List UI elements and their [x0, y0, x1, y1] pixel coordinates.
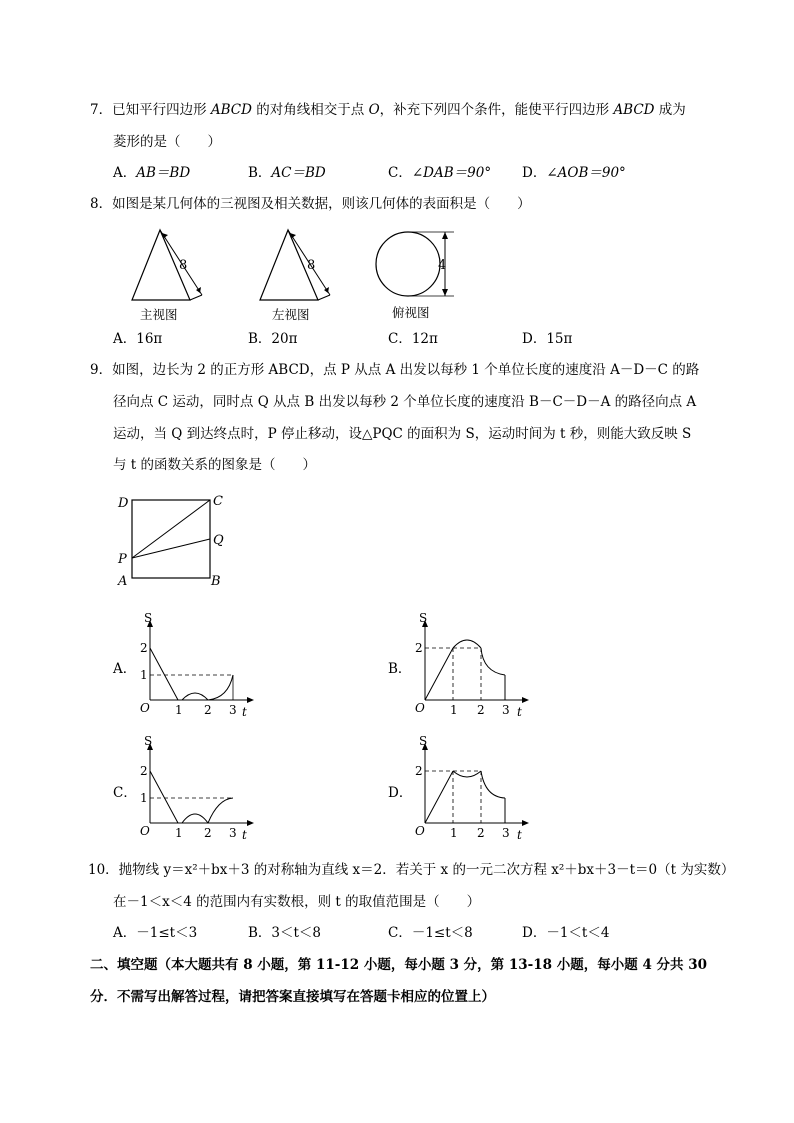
svg-text:2: 2: [415, 641, 423, 655]
svg-text:2: 2: [140, 641, 148, 655]
q8-option-d: D．15π: [522, 331, 573, 347]
svg-text:1: 1: [140, 668, 148, 682]
svg-text:3: 3: [502, 826, 510, 840]
label-A: A: [118, 574, 128, 589]
q10-option-c: C．－1≤t＜8: [388, 925, 473, 941]
q8-front-caption: 主视图: [140, 307, 178, 322]
svg-text:3: 3: [502, 703, 510, 717]
svg-text:S: S: [419, 734, 428, 748]
q7-option-d: D．∠AOB＝90°: [522, 165, 626, 181]
svg-text:2: 2: [140, 764, 148, 778]
label-D: D: [118, 496, 129, 511]
q9-line4: 与 t 的函数关系的图象是（ ）: [113, 457, 317, 473]
q8-top-dim: 4: [438, 258, 447, 273]
q8-option-b: B．20π: [248, 331, 298, 347]
q8-front-dim: 8: [179, 258, 188, 273]
q9-graph-d: [415, 735, 545, 845]
q7-line1: 7．已知平行四边形 ABCD 的对角线相交于点 O，补充下列四个条件，能使平行四边形 ABCD 成为: [90, 102, 686, 118]
q9-graph-b: [415, 612, 545, 722]
label-B: B: [211, 574, 221, 589]
q8-option-c: C．12π: [388, 331, 438, 347]
q9-graph-a-label: A．: [113, 661, 137, 677]
svg-text:3: 3: [229, 826, 237, 840]
q8-left-dim: 8: [307, 258, 316, 273]
svg-text:2: 2: [477, 703, 485, 717]
svg-text:1: 1: [450, 826, 458, 840]
q8-text: 8．如图是某几何体的三视图及相关数据，则该几何体的表面积是（ ）: [90, 196, 531, 212]
q8-left-caption: 左视图: [272, 307, 310, 322]
svg-text:t: t: [242, 705, 247, 719]
q10-option-b: B．3＜t＜8: [248, 925, 322, 941]
q9-line2: 径向点 C 运动，同时点 Q 从点 B 出发以每秒 2 个单位长度的速度沿 B－C－D－A 的路径向点 A: [113, 394, 697, 410]
section2-line1: 二、填空题（本大题共有 8 小题，第 11-12 小题，每小题 3 分，第 13-18 小题，每小题 4 分共 30: [90, 957, 708, 973]
svg-text:1: 1: [175, 703, 183, 717]
label-P: P: [118, 552, 127, 567]
q7-option-c: C．∠DAB＝90°: [388, 165, 492, 181]
q10-line2: 在－1＜x＜4 的范围内有实数根，则 t 的取值范围是（ ）: [113, 894, 481, 910]
q10-line1: 10．抛物线 y＝x²＋bx＋3 的对称轴为直线 x＝2．若关于 x 的一元二次方程 x²＋bx＋3－t＝0（t 为实数）: [88, 862, 735, 878]
svg-text:3: 3: [229, 703, 237, 717]
q10-option-d: D．－1＜t＜4: [522, 925, 610, 941]
q8-option-a: A．16π: [113, 331, 163, 347]
svg-text:O: O: [415, 824, 425, 838]
svg-text:O: O: [140, 824, 150, 838]
svg-text:2: 2: [204, 826, 212, 840]
q9-graph-d-label: D．: [388, 785, 413, 801]
section2-line2: 分．不需写出解答过程，请把答案直接填写在答题卡相应的位置上）: [90, 989, 495, 1005]
q9-line1: 9．如图，边长为 2 的正方形 ABCD，点 P 从点 A 出发以每秒 1 个单位长度的速度沿 A－D－C 的路: [90, 362, 700, 378]
q10-option-a: A．－1≤t＜3: [113, 925, 198, 941]
q7-option-a: A．AB＝BD: [113, 165, 191, 181]
q8-left-view: [248, 225, 338, 305]
svg-text:t: t: [517, 828, 522, 842]
q7-option-b: B．AC＝BD: [248, 165, 326, 181]
svg-text:2: 2: [415, 764, 423, 778]
q9-graph-c: [140, 735, 270, 845]
svg-text:S: S: [419, 611, 428, 625]
q8-front-view: [120, 225, 210, 305]
svg-text:2: 2: [204, 703, 212, 717]
svg-text:S: S: [144, 611, 153, 625]
q9-graph-c-label: C．: [113, 785, 137, 801]
q8-top-caption: 俯视图: [392, 305, 430, 320]
svg-text:1: 1: [175, 826, 183, 840]
svg-text:t: t: [242, 828, 247, 842]
svg-text:S: S: [144, 734, 153, 748]
svg-text:O: O: [415, 701, 425, 715]
svg-text:t: t: [517, 705, 522, 719]
label-C: C: [213, 494, 223, 509]
q9-line3: 运动，当 Q 到达终点时，P 停止移动，设△PQC 的面积为 S，运动时间为 t 秒，则能大致反映 S: [113, 426, 692, 442]
q9-graph-a: [140, 612, 270, 722]
q7-line2: 菱形的是（ ）: [113, 134, 221, 150]
svg-text:O: O: [140, 701, 150, 715]
svg-text:2: 2: [477, 826, 485, 840]
svg-text:1: 1: [140, 791, 148, 805]
q8-top-view: [372, 228, 472, 308]
q9-square-diagram: [112, 490, 242, 590]
svg-text:1: 1: [450, 703, 458, 717]
q9-graph-b-label: B．: [388, 661, 412, 677]
label-Q: Q: [213, 533, 224, 548]
